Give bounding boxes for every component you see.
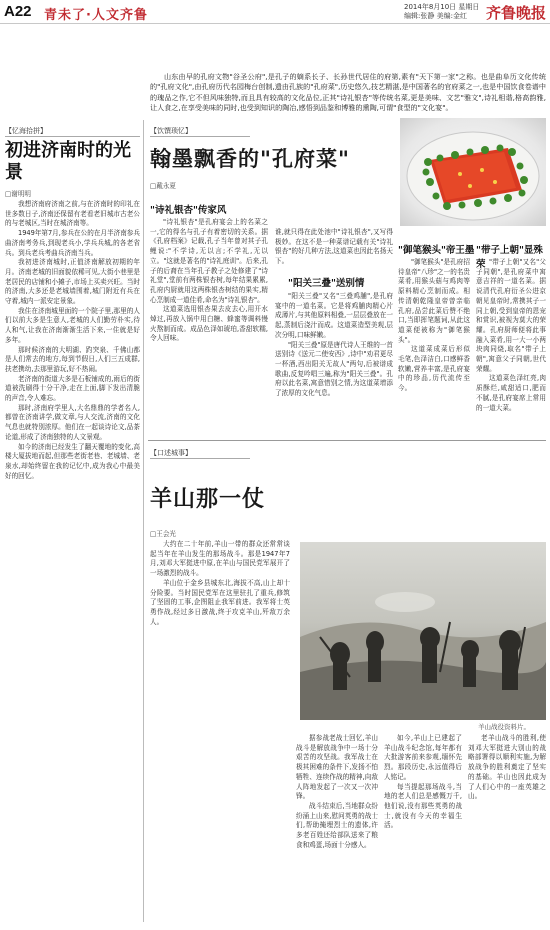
paragraph: 如今,羊山上已建起了羊山战斗纪念馆,每年都有大批游客前来参观,缅怀先烈。那段历史,永远值得后人铭记。 (384, 734, 462, 781)
paragraph: "御笔猴头"是孔府招待皇帝"八珍"之一的名贵菜肴,用猴头菇与鸡肉等原料精心烹制而成。相传清朝乾隆皇帝曾亲临孔府,品尝此菜后赞不绝口,当即挥笔题词,从此这道菜便被称为"御笔猴头"。 (398, 258, 470, 344)
subheading-daizi-shangchao: "带子上朝"显殊荣 (476, 245, 543, 270)
paragraph: 老济南的街道大多是石板铺成的,雨后的街道被洗刷得十分干净,走在上面,脚下发出清脆的声音,令人难忘。 (5, 374, 140, 403)
paragraph: 我想济南府济南之前,与在济南时的印礼在世多数日子,济南还保留有老看老旧城市古老公的与老城区,当时在城济南等。 (5, 200, 140, 228)
dish-photo (400, 118, 546, 226)
center-col2-body (275, 292, 393, 432)
paragraph: 战斗结束后,当地群众纷纷涌上山来,慰问英勇的战士们,帮助掩埋烈士的遗体,许多老百姓还给部队送来了粮食和鸡蛋,场面十分感人。 (296, 801, 378, 849)
dish-illustration (400, 118, 546, 226)
left-article-title: 初进济南时的光景 (5, 140, 131, 183)
paragraph: 据参战老战士回忆,羊山战斗是解放战争中一场十分艰苦的攻坚战。我军战士在极其困难的条件下,发扬不怕牺牲、连续作战的精神,向敌人阵地发起了一次又一次冲锋。 (296, 734, 378, 801)
center-article-byline: □戴永夏 (150, 182, 177, 190)
bottom-col4-body (468, 734, 546, 922)
paragraph: 我住在济南城里面的一个院子里,那里的人们以前大多是生意人,老城的人们勤劳朴实,待人和气,让我在济南渐渐生活下来,一住就是好多年。 (5, 306, 140, 344)
date-line: 2014年8月10日 星期日 (404, 3, 480, 11)
paragraph: 那时,济南府学里人,大名鼎鼎的学者名人,都曾在济南讲学,做文章,与人交流,济南的文化气息也就特别浓厚。他们在一起谈诗论文,品茶论道,形成了济南独特的人文景观。 (5, 403, 140, 441)
bottom-col1-body (150, 540, 290, 922)
paragraph: 老羊山战斗的胜利,使刘邓大军挺进大别山的战略部署得以顺利实施,为解放战争的胜利奠定了坚实的基础。羊山也因此成为了人们心中的一座英雄之山。 (468, 734, 546, 801)
section-divider (148, 440, 546, 441)
bottom-col2-body (296, 734, 378, 922)
paragraph: 每当提起那场战斗,当地的老人们总是感慨万千,他们说,没有那些英勇的战士,就没有今天的幸福生活。 (384, 782, 462, 830)
soldiers-illustration (300, 542, 546, 720)
bottom-col3-body (384, 734, 462, 922)
subheading-shili-yinxing: "诗礼银杏"传家风 (150, 205, 227, 216)
newspaper-logo: 齐鲁晚报 (486, 4, 547, 22)
intro-paragraph: 山东由早的孔府文物"谷圣公府",是孔子的嫡系长子、长孙世代居住的府第,素有"天下第一家"之称。也是曲阜历文化传统的"孔府文化",由孔府历代名园梅台创制,遗由孔族的"孔府菜",历史悠久,技艺精湛,是中国著名的官府菜之一,也是中国饮食卷谱中的瑰品之作,它不但风味独特,而且具有较高的文化品位,正其"诗礼银杏"等传统名菜,更是美味、文艺"雅文",诗礼相谐,格高韵雅,让人食之,在享受美味的同时,也受到知识的陶冶,感悟到品鉴和博雅的熏陶,可谓"食型的"文化宴"。 (150, 72, 546, 112)
paragraph: 这道菜选用银杏果去皮去心,用开水焯过,再放入锅中用白糖、蜂蜜等调料慢火熬制而成。成品色泽如琥珀,香甜软糯,令人回味。 (150, 305, 268, 343)
page-number: A22 (4, 3, 32, 20)
paragraph: 1949年第7月,参兵在公的在月半济南参兵曲济南考务兵,到现老兵小,学兵兵城,的各老省兵。到兵老兵考曲兵济南当兵。 (5, 229, 140, 257)
center-article-title: 翰墨飘香的"孔府菜" (150, 146, 350, 171)
editor-line: 编辑:张静 美编:金红 (404, 12, 467, 20)
left-article-byline: □谢明明 (5, 190, 32, 198)
paragraph: 我初进济南城时,正值济南解放初期的年月。济南老城的旧面貌依稀可见,大街小巷里是老居民的店铺和小摊子,市场上买卖兴旺。当时的济南,大多还是老城墙围着,城门附近有兵在守着,城内一派安定景象。 (5, 258, 140, 306)
historical-photo (300, 542, 546, 720)
date-info (404, 3, 484, 21)
left-article-tag: 【忆海拾拼】 (5, 126, 140, 137)
paragraph: 这道菜色泽红亮,肉质酥烂,咸甜适口,肥而不腻,是孔府宴席上常用的一道大菜。 (476, 374, 546, 412)
bottom-article-title: 羊山那一仗 (150, 486, 266, 512)
bottom-article-tag: 【口述城事】 (150, 448, 250, 459)
bottom-article-byline: □王会光 (150, 530, 177, 538)
paragraph: 那时候济南的大明湖、趵突泉、千佛山都是人们常去的地方,每到节假日,人们三五成群,扶老携幼,去那里游玩,好不热闹。 (5, 345, 140, 373)
column-divider (143, 120, 144, 922)
photo-caption: 羊山战役资料片。 (478, 723, 530, 731)
paragraph: 羊山位于金乡县城东北,海拔不高,山上却十分险要。当时国民党军在这里驻扎了重兵,修筑了坚固的工事,企图阻止我军前进。我军将士英勇作战,经过多日激战,终于攻克羊山,歼敌万余人。 (150, 578, 290, 626)
paragraph: 大约在二十年前,羊山一带的群众还常常谈起当年在羊山发生的那场战斗。那是1947年7月,刘邓大军挺进中原,在羊山与国民党军展开了一场激烈的战斗。 (150, 540, 290, 578)
subheading-yubi-houtou: "御笔猴头"帝王墨 (398, 245, 475, 256)
center-col4-body (476, 258, 546, 432)
left-article-body (5, 200, 140, 922)
paragraph: "阳关三叠"原是唐代诗人王维的一首送别诗《送元二使安西》,诗中"劝君更尽一杯酒,西出阳关无故人"两句,后被谱成歌曲,反复吟唱三遍,称为"阳关三叠"。孔府以此名菜,寓意惜别之情,为这道菜增添了浓厚的文化气息。 (275, 340, 393, 398)
center-col2-top: 谁,就只得在此处池中"诗礼银杏",又写得极妙。在这不是一种菜谱记载有关"诗礼银杏"的好几种方法,这道菜也因此名扬天下。 (275, 228, 393, 266)
paragraph: "阳关三叠"又名"三叠鸡脯",是孔府宴中的一道名菜。它是将鸡脯肉精心片成薄片,与其他原料相叠,一层层叠放在一起,蒸制后浇汁而成。这道菜造型美观,层次分明,口味鲜嫩。 (275, 292, 393, 339)
section-title: 青未了·人文齐鲁 (44, 8, 148, 23)
center-col1-body (150, 218, 268, 430)
paragraph: "带子上朝"又名"父子同朝",是孔府菜中寓意吉祥的一道名菜。据说清代孔府衍圣公进京朝见皇帝时,常携其子一同上朝,受到皇帝的恩宠和赏识,被视为莫大的荣耀。孔府厨师便将此事融入菜肴,用一大一小两块肉同烧,取名"带子上朝",寓意父子同朝,世代荣耀。 (476, 258, 546, 373)
subheading-yangguan-sandie: "阳关三叠"送别情 (288, 278, 365, 289)
center-article-tag: 【饮馔琐忆】 (150, 126, 250, 137)
paragraph: "诗礼银杏"是孔府宴会上的名菜之一,它的得名与孔子有着密切的关系。据《孔府档案》记载,孔子当年曾对其子孔鲤说:"不学诗,无以言;不学礼,无以立。"这就是著名的"诗礼庭训"。后来,孔子的后裔在当年孔子教子之处修建了"诗礼堂",堂前有两株银杏树,每年结果累累,孔府内厨就用这两株银杏树结的果实,精心烹制成一道佳肴,命名为"诗礼银杏"。 (150, 218, 268, 304)
paragraph: 如今的济南已经发生了翻天覆地的变化,高楼大厦拔地而起,但那些老街老巷、老城墙、老泉水,却始终留在我的记忆中,成为我心中最美好的回忆。 (5, 442, 140, 480)
paragraph: 这道菜成菜后形似毛笔,色泽洁白,口感鲜香软嫩,营养丰富,是孔府宴中的珍品,历代流传至今。 (398, 345, 470, 393)
center-col3-body (398, 258, 470, 432)
